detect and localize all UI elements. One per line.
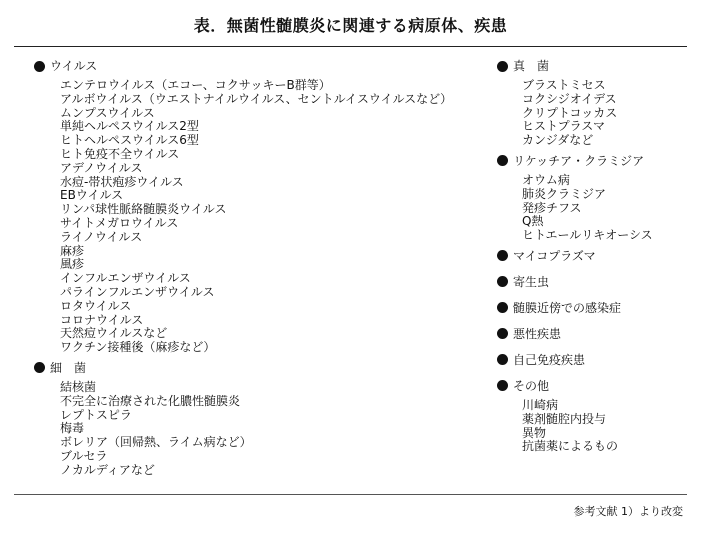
category-heading: [497, 327, 692, 341]
pathogen-list: [60, 381, 494, 478]
list-item: 薬剤髄腔内投与: [522, 411, 607, 426]
category-section: [497, 327, 692, 341]
category-section: [497, 154, 692, 243]
list-item: レプトスピラ: [60, 407, 132, 422]
category-heading: [497, 59, 692, 73]
category-label: リケッチア・クラミジア: [513, 153, 645, 168]
bullet-icon: [497, 302, 508, 313]
list-item: エンテロウイルス（エコー、コクサッキーB群等）: [60, 78, 331, 92]
category-section: [497, 353, 692, 367]
category-label: 真 菌: [513, 59, 550, 73]
list-item: 単純ヘルペスウイルス2型: [60, 119, 199, 134]
list-item: コロナウイルス: [60, 312, 144, 327]
category-label: 寄生虫: [513, 274, 550, 289]
category-label: マイコプラズマ: [513, 248, 596, 263]
bullet-icon: [497, 328, 508, 339]
list-item: リンパ球性脈絡髄膜炎ウイルス: [60, 202, 227, 217]
list-item: ムンプスウイルス: [60, 105, 155, 120]
list-item: ボレリア（回帰熱、ライム病など）: [60, 435, 252, 450]
left-column: [34, 59, 494, 484]
list-item: 肺炎クラミジア: [522, 186, 607, 201]
category-heading: [497, 154, 692, 168]
list-item: ヒト免疫不全ウイルス: [60, 146, 180, 161]
list-item: 不完全に治療された化膿性髄膜炎: [60, 393, 241, 408]
bullet-icon: [34, 362, 45, 373]
category-section: [34, 361, 494, 478]
bullet-icon: [497, 61, 508, 72]
list-item: ライノウイルス: [60, 229, 143, 244]
category-heading: [34, 361, 494, 375]
category-section: [497, 249, 692, 263]
bullet-icon: [497, 380, 508, 391]
category-heading: [497, 249, 692, 263]
list-item: 川崎病: [522, 397, 559, 412]
pathogen-list: [522, 174, 692, 243]
pathogen-list: [60, 79, 494, 355]
pathogen-list: [522, 399, 692, 454]
list-item: コクシジオイデス: [522, 91, 617, 106]
bullet-icon: [34, 61, 45, 72]
bullet-icon: [497, 276, 508, 287]
category-section: [497, 275, 692, 289]
pathogen-list: [522, 79, 692, 148]
right-column: [497, 59, 692, 460]
category-label: 髄膜近傍での感染症: [513, 300, 622, 315]
table-title: 表．無菌性髄膜炎に関連する病原体、疾患: [193, 16, 508, 35]
bullet-icon: [497, 250, 508, 261]
bullet-icon: [497, 354, 508, 365]
list-item: オウム病: [522, 172, 570, 187]
category-label: その他: [513, 378, 550, 393]
category-heading: [34, 59, 494, 73]
list-item: 発疹チフス: [522, 200, 582, 215]
category-heading: [497, 379, 692, 393]
reference-note: 参考文献 1）より改変: [573, 505, 683, 518]
list-item: 抗菌薬によるもの: [522, 439, 619, 454]
category-section: [497, 301, 692, 315]
top-divider: [14, 46, 687, 47]
list-item: 天然痘ウイルスなど: [60, 326, 168, 341]
list-item: アデノウイルス: [60, 160, 143, 175]
list-item: ワクチン接種後（麻疹など）: [60, 340, 216, 355]
bullet-icon: [497, 155, 508, 166]
list-item: インフルエンザウイルス: [60, 271, 191, 286]
list-item: ヒトエールリキオーシス: [522, 228, 653, 243]
category-label: 細 菌: [50, 360, 87, 375]
list-item: ヒストプラスマ: [522, 119, 606, 134]
list-item: サイトメガロウイルス: [60, 215, 179, 230]
category-label: 自己免疫疾患: [513, 352, 586, 367]
category-heading: [497, 301, 692, 315]
category-label: ウイルス: [50, 59, 98, 73]
list-item: ブラストミセス: [522, 78, 606, 92]
category-heading: [497, 275, 692, 289]
list-item: ヒトヘルペスウイルス6型: [60, 133, 199, 148]
category-section: [34, 59, 494, 355]
list-item: ブルセラ: [60, 448, 108, 463]
list-item: Q熱: [522, 214, 544, 229]
list-item: 麻疹: [60, 243, 85, 258]
bottom-divider: [14, 494, 687, 495]
list-item: ノカルディアなど: [60, 462, 155, 477]
list-item: アルボウイルス（ウエストナイルウイルス、セントルイスウイルスなど）: [60, 91, 453, 106]
category-section: [497, 59, 692, 148]
list-item: クリプトコッカス: [522, 105, 618, 120]
list-item: カンジダなど: [522, 133, 594, 148]
list-item: EBウイルス: [60, 188, 124, 203]
list-item: 異物: [522, 425, 547, 440]
list-item: 水痘-帯状疱疹ウイルス: [60, 174, 184, 189]
list-item: 梅毒: [60, 421, 85, 436]
list-item: パラインフルエンザウイルス: [60, 284, 215, 299]
list-item: 風疹: [60, 257, 85, 272]
list-item: 結核菌: [60, 379, 97, 394]
category-heading: [497, 353, 692, 367]
list-item: ロタウイルス: [60, 298, 132, 313]
category-label: 悪性疾患: [513, 326, 562, 341]
category-section: [497, 379, 692, 454]
